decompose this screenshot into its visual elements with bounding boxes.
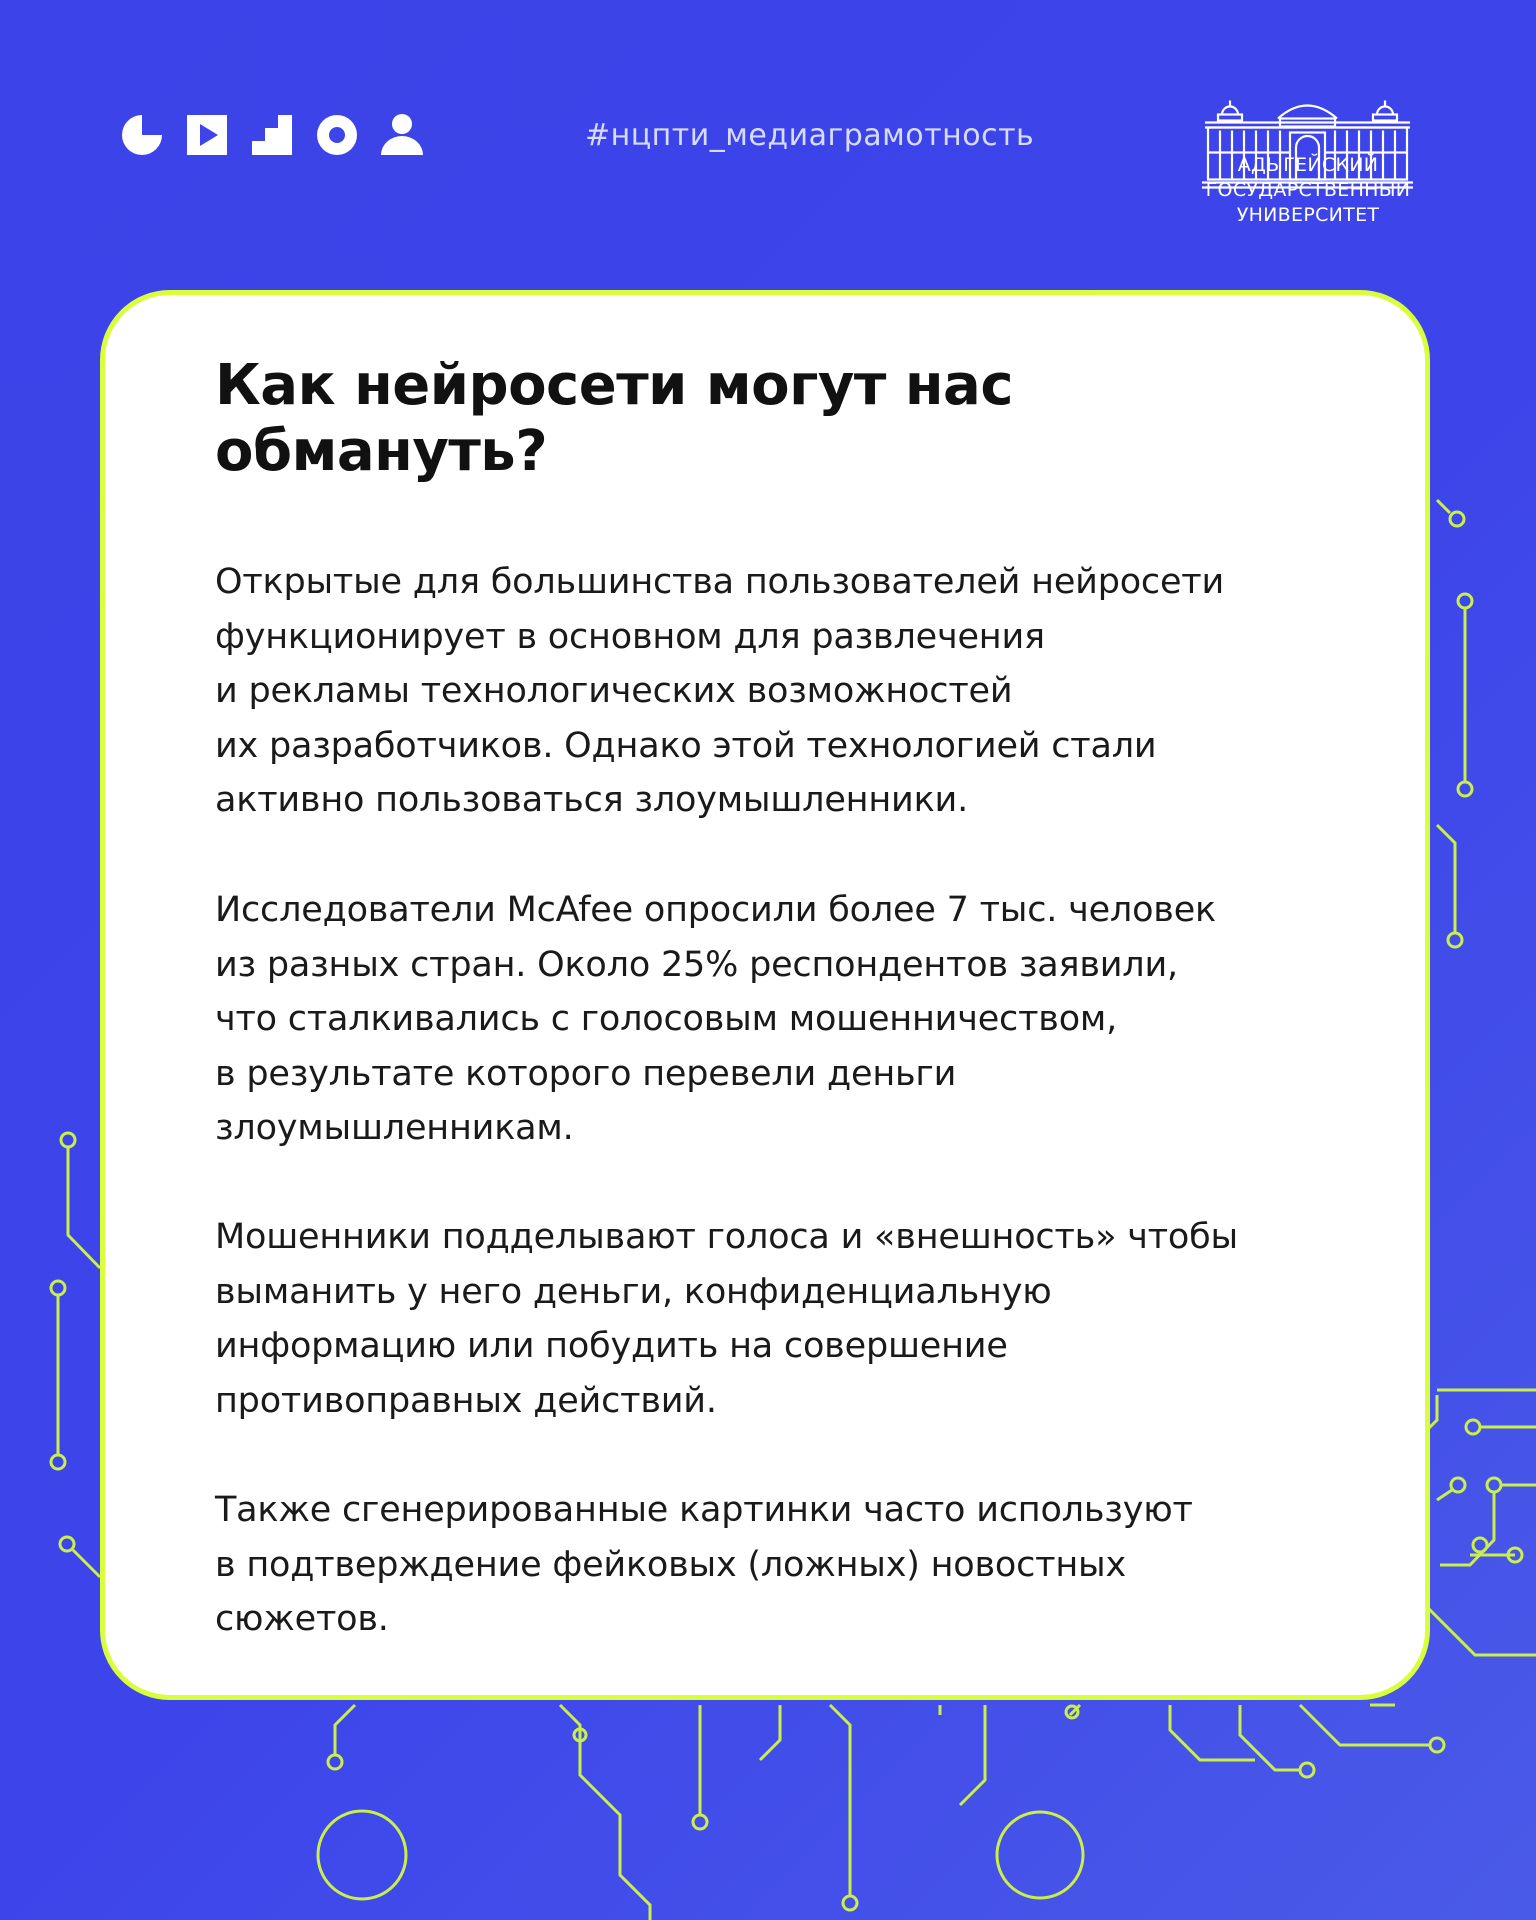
university-name-line: УНИВЕРСИТЕТ [1236, 204, 1380, 226]
university-name [1188, 153, 1428, 228]
paragraph-fake-images [215, 1483, 1345, 1647]
paragraph-line: информацию или побудить на совершение [215, 1326, 1008, 1366]
stairs-icon [252, 115, 292, 155]
paragraph-line: их разработчиков. Однако этой технологией стали [215, 725, 1157, 766]
paragraph-line: в результате которого перевели деньги [215, 1053, 957, 1094]
paragraph-line: Открытые для большинства пользователей нейросети [215, 562, 1225, 602]
paragraph-line: функционирует в основном для развлечения [215, 616, 1045, 657]
paragraph-line: из разных стран. Около 25% респондентов заявили, [215, 944, 1178, 985]
pie-shape-icon [122, 115, 162, 155]
play-icon [187, 115, 227, 155]
paragraph-line: что сталкивались с голосовым мошенничеством, [215, 999, 1118, 1039]
hashtag: #нцпти_медиаграмотность [585, 118, 1035, 153]
paragraph-line: сюжетов. [215, 1599, 389, 1639]
paragraph-intro [215, 555, 1345, 828]
header [0, 0, 1536, 260]
person-icon [381, 114, 423, 155]
paragraph-line: Также сгенерированные картинки часто используют [215, 1490, 1193, 1530]
paragraph-line: активно пользоваться злоумышленники. [215, 780, 969, 820]
title-line: обмануть? [215, 419, 548, 484]
paragraph-line: злоумышленникам. [215, 1108, 574, 1148]
university-name-line: АДЫГЕЙСКИЙ [1237, 154, 1379, 176]
paragraph-fraud [215, 1210, 1345, 1428]
paragraph-line: выманить у него деньги, конфиденциальную [215, 1271, 1052, 1312]
paragraph-line: в подтверждение фейковых (ложных) новостных [215, 1544, 1127, 1585]
title-line: Как нейросети могут нас [215, 353, 1014, 418]
university-name-line: ГОСУДАРСТВЕННЫЙ [1205, 179, 1411, 201]
paragraph-line: и рекламы технологических возможностей [215, 671, 1013, 711]
paragraph-research [215, 883, 1345, 1156]
paragraph-line: Мошенники подделывают голоса и «внешность» чтобы [215, 1217, 1238, 1257]
paragraph-line: Исследователи McAfee опросили более 7 тыс. человек [215, 890, 1217, 930]
card-title [215, 353, 1315, 485]
content-card [100, 290, 1430, 1700]
brand-icons [122, 113, 427, 157]
paragraph-line: противоправных действий. [215, 1380, 717, 1421]
ring-icon [317, 115, 357, 155]
